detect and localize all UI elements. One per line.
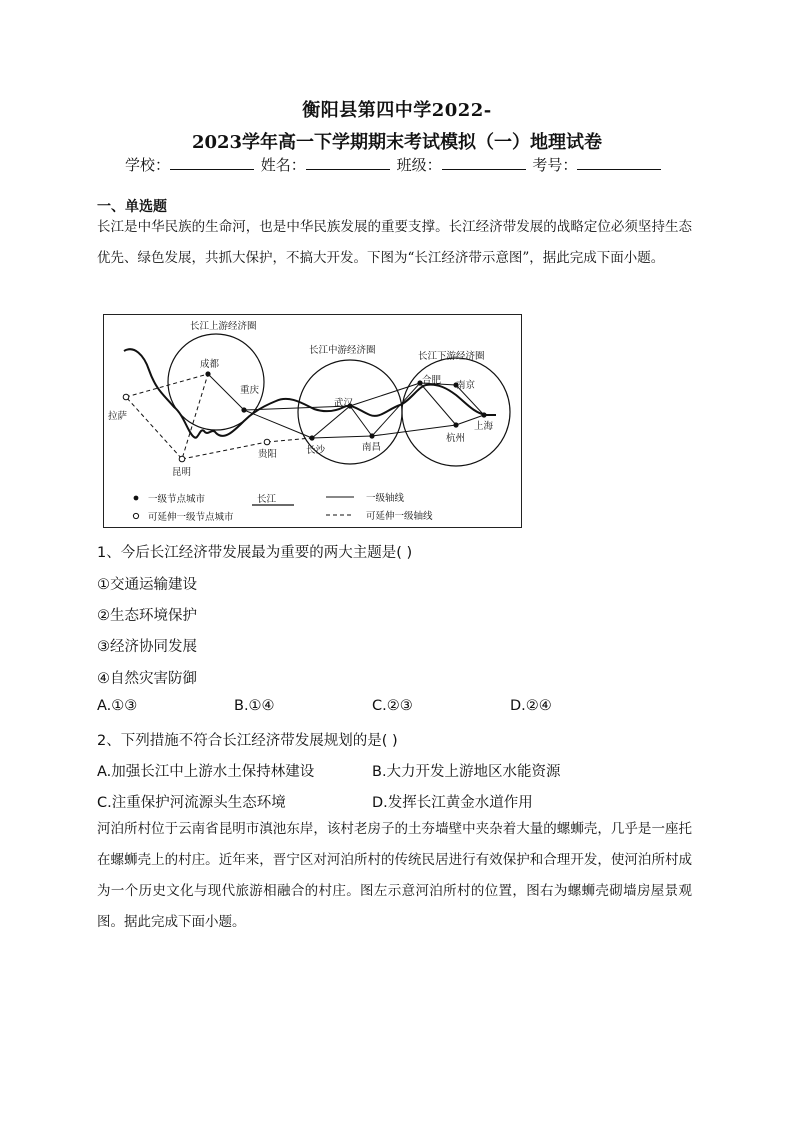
axis-guiyang-changsha — [267, 438, 312, 442]
name-blank[interactable] — [306, 155, 390, 170]
question-1-choice-c[interactable]: C.②③ — [372, 698, 413, 714]
legend-river-label: 长江 — [257, 494, 277, 505]
school-blank[interactable] — [170, 155, 254, 170]
label-hangzhou: 杭州 — [446, 433, 466, 444]
map-svg — [104, 315, 521, 527]
label-shanghai: 上海 — [474, 421, 494, 432]
section-heading: 一、单选题 — [97, 199, 167, 215]
node-changsha — [309, 435, 314, 440]
class-label: 班级： — [396, 156, 442, 174]
label-hefei: 合肥 — [422, 375, 442, 386]
name-label: 姓名： — [260, 156, 306, 174]
label-kunming: 昆明 — [172, 467, 192, 478]
axis-nanchang-hangzhou — [372, 425, 456, 436]
node-chongqing — [241, 407, 246, 412]
node-lhasa — [123, 394, 129, 400]
downstream-circle — [402, 358, 510, 466]
legend-axis-label: 一级轴线 — [366, 493, 405, 504]
node-chengdu — [205, 371, 210, 376]
legend-node-symbol — [134, 496, 139, 501]
exam-title-line1: 衡阳县第四中学2022- — [302, 100, 492, 121]
axis-kunming-guiyang — [182, 442, 267, 459]
label-chengdu: 成都 — [200, 359, 220, 370]
question-1-choice-a[interactable]: A.①③ — [97, 698, 138, 714]
node-kunming — [179, 456, 185, 462]
label-changsha: 长沙 — [306, 445, 326, 456]
question-1-item-1: ①交通运输建设 — [97, 577, 197, 593]
node-nanchang — [369, 433, 374, 438]
extendable-axis-lines — [126, 374, 208, 459]
question-2-choice-c[interactable]: C.注重保护河流源头生态环境 — [97, 795, 286, 811]
node-guiyang — [264, 439, 270, 445]
class-blank[interactable] — [442, 155, 526, 170]
axis-chengdu-chongqing — [208, 374, 244, 410]
exam-number-blank[interactable] — [577, 155, 661, 170]
node-hangzhou — [453, 422, 458, 427]
school-label: 学校： — [125, 156, 171, 174]
question-2-choice-a[interactable]: A.加强长江中上游水土保持林建设 — [97, 764, 315, 780]
student-info-line — [125, 154, 663, 175]
question-1-choice-d[interactable]: D.②④ — [510, 698, 552, 714]
yangtze-economic-belt-map — [103, 314, 522, 528]
node-shanghai — [481, 412, 486, 417]
label-guiyang: 贵阳 — [258, 449, 278, 460]
axis-changsha-nanchang — [312, 436, 372, 438]
question-1-item-4: ④自然灾害防御 — [97, 671, 197, 687]
question-2-choice-d[interactable]: D.发挥长江黄金水道作用 — [372, 795, 533, 811]
question-1-choice-b[interactable]: B.①④ — [234, 698, 275, 714]
label-nanjing: 南京 — [456, 380, 476, 391]
passage-1: 长江是中华民族的生命河，也是中华民族发展的重要支撑。长江经济带发展的战略定位必须坚持生态优先、绿色发展，共抓大保护，不搞大开发。下图为“长江经济带示意图”，据此完成下面小题。 — [97, 219, 692, 266]
label-midstream-circle: 长江中游经济圈 — [309, 345, 376, 356]
question-1-stem: 1、今后长江经济带发展最为重要的两大主题是( ) — [97, 545, 413, 561]
legend-ext-axis-label: 可延伸一级轴线 — [366, 511, 433, 522]
primary-axis-lines — [244, 383, 484, 438]
question-1-item-3: ③经济协同发展 — [97, 639, 197, 655]
question-1-item-2: ②生态环境保护 — [97, 608, 197, 624]
legend-ext-node-symbol — [133, 513, 138, 518]
exam-number-label: 考号： — [532, 156, 578, 174]
label-lhasa: 拉萨 — [108, 411, 128, 422]
label-nanchang: 南昌 — [362, 442, 382, 453]
label-chongqing: 重庆 — [240, 385, 260, 396]
label-downstream-circle: 长江下游经济圈 — [418, 351, 485, 362]
question-2-choice-b[interactable]: B.大力开发上游地区水能资源 — [372, 764, 561, 780]
label-upstream-circle: 长江上游经济圈 — [190, 321, 257, 332]
legend-node-label: 一级节点城市 — [148, 494, 206, 505]
question-2-stem: 2、下列措施不符合长江经济带发展规划的是( ) — [97, 733, 398, 749]
exam-title-line2: 2023学年高一下学期期末考试模拟（一）地理试卷 — [191, 132, 603, 153]
yangtze-river-line — [124, 349, 496, 437]
passage-2: 河泊所村位于云南省昆明市滇池东岸，该村老房子的土夯墙壁中夹杂着大量的螺蛳壳，几乎是一座托在螺蛳壳上的村庄。近年来，晋宁区对河泊所村的传统民居进行有效保护和合理开发，使河泊所村成为一个历史文化与现代旅游相融合的村庄。图左示意河泊所村的位置，图右为螺蛳壳砌墙房屋景观图。据此完成下面小题。 — [97, 821, 692, 930]
label-wuhan: 武汉 — [334, 398, 354, 409]
legend-ext-node-label: 可延伸一级节点城市 — [148, 512, 234, 523]
